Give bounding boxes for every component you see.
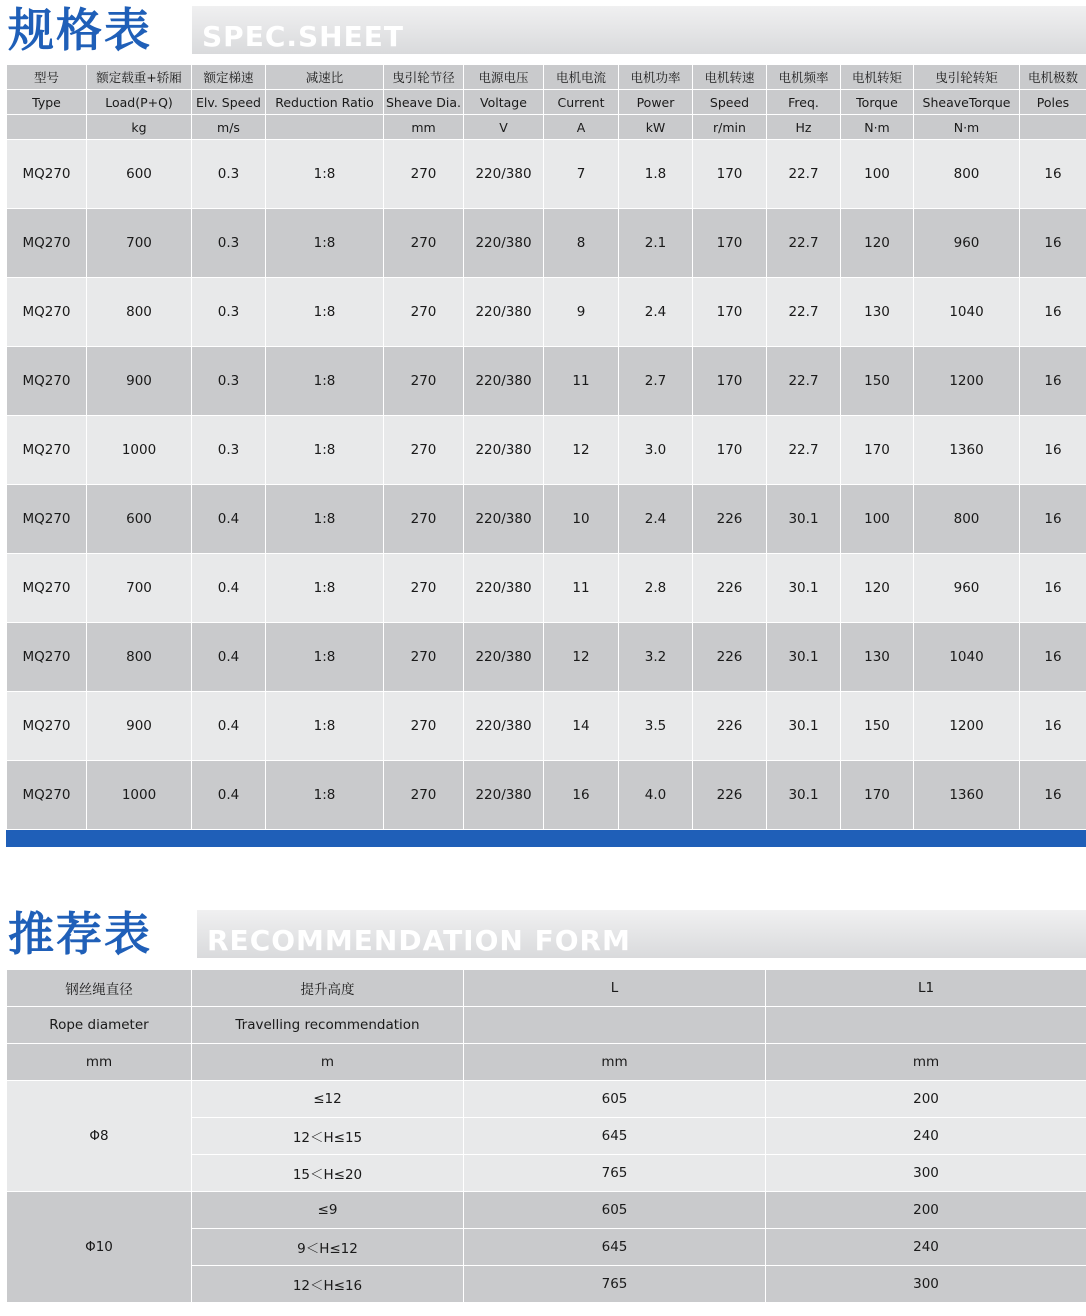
spec-header-cell: Sheave Dia. (384, 90, 464, 115)
table-cell: 2.4 (619, 485, 693, 554)
table-cell: 30.1 (767, 554, 841, 623)
table-cell: 1:8 (266, 140, 384, 209)
table-cell: 0.4 (192, 692, 266, 761)
table-cell: 1200 (914, 692, 1020, 761)
table-cell: 765 (464, 1266, 766, 1303)
table-cell: 240 (766, 1118, 1086, 1155)
table-cell: 1:8 (266, 278, 384, 347)
spec-header-cell: 电源电压 (464, 65, 544, 90)
spec-header-cell: A (544, 115, 619, 140)
table-cell: 270 (384, 692, 464, 761)
table-cell: 16 (1020, 692, 1086, 761)
spec-header-cell (1020, 115, 1086, 140)
table-cell: 170 (841, 761, 914, 830)
spec-header-cell: Hz (767, 115, 841, 140)
recommendation-header-cell: 钢丝绳直径 (7, 970, 192, 1007)
table-cell: 800 (87, 623, 192, 692)
table-row (7, 623, 1086, 692)
table-cell: 700 (87, 209, 192, 278)
table-cell: 170 (693, 209, 767, 278)
recommendation-header-cell: m (192, 1044, 464, 1081)
table-cell: 2.4 (619, 278, 693, 347)
table-cell: MQ270 (7, 485, 87, 554)
spec-header-cell: 电机频率 (767, 65, 841, 90)
spec-header-row (7, 90, 1086, 115)
table-cell: 130 (841, 278, 914, 347)
recommendation-header-cell: mm (766, 1044, 1086, 1081)
table-cell: 0.4 (192, 761, 266, 830)
table-cell: 200 (766, 1192, 1086, 1229)
table-cell: 30.1 (767, 692, 841, 761)
table-cell: 120 (841, 209, 914, 278)
table-cell: 12＜H≤15 (192, 1118, 464, 1155)
table-cell: 30.1 (767, 761, 841, 830)
table-cell: 120 (841, 554, 914, 623)
spec-header-cell: 电机功率 (619, 65, 693, 90)
recommendation-header-row (7, 970, 1086, 1007)
table-cell: 226 (693, 623, 767, 692)
table-cell: 1:8 (266, 485, 384, 554)
table-cell: 270 (384, 278, 464, 347)
spec-header-cell: Poles (1020, 90, 1086, 115)
table-cell: 12 (544, 416, 619, 485)
table-cell: 30.1 (767, 485, 841, 554)
spec-header-cell: Load(P+Q) (87, 90, 192, 115)
table-row (7, 1192, 1086, 1229)
recommendation-title-band (197, 910, 1086, 958)
table-cell: 170 (693, 416, 767, 485)
table-cell: 1.8 (619, 140, 693, 209)
table-cell: 14 (544, 692, 619, 761)
table-cell: MQ270 (7, 140, 87, 209)
table-cell: 3.0 (619, 416, 693, 485)
table-cell: 270 (384, 485, 464, 554)
table-cell: 1000 (87, 761, 192, 830)
table-cell: 600 (87, 485, 192, 554)
table-cell: 900 (87, 347, 192, 416)
table-cell: 1360 (914, 416, 1020, 485)
table-cell: MQ270 (7, 209, 87, 278)
table-row (7, 761, 1086, 830)
table-cell: 22.7 (767, 347, 841, 416)
spec-header-cell: 电机转速 (693, 65, 767, 90)
spec-header-cell: Voltage (464, 90, 544, 115)
recommendation-header-cell: mm (464, 1044, 766, 1081)
table-cell: 605 (464, 1081, 766, 1118)
spec-header-cell: N·m (914, 115, 1020, 140)
table-cell: 0.3 (192, 347, 266, 416)
table-cell: ≤12 (192, 1081, 464, 1118)
table-cell: MQ270 (7, 761, 87, 830)
spec-header-cell: Elv. Speed (192, 90, 266, 115)
table-cell: 270 (384, 623, 464, 692)
spec-header-cell: 额定载重+轿厢 (87, 65, 192, 90)
table-row (7, 140, 1086, 209)
rope-diameter-cell: Φ8 (7, 1081, 192, 1192)
table-cell: 220/380 (464, 278, 544, 347)
table-cell: 220/380 (464, 554, 544, 623)
spec-header-cell: Type (7, 90, 87, 115)
table-cell: MQ270 (7, 347, 87, 416)
spec-header-cell: V (464, 115, 544, 140)
table-cell: 800 (914, 485, 1020, 554)
table-cell: 150 (841, 347, 914, 416)
table-cell: 7 (544, 140, 619, 209)
spec-header-cell: N·m (841, 115, 914, 140)
table-cell: 1040 (914, 278, 1020, 347)
spec-sheet-header (6, 2, 1086, 58)
table-cell: 0.3 (192, 278, 266, 347)
table-cell: 1:8 (266, 209, 384, 278)
table-cell: 1:8 (266, 692, 384, 761)
table-cell: 0.4 (192, 554, 266, 623)
spec-header-cell: r/min (693, 115, 767, 140)
table-cell: 270 (384, 554, 464, 623)
table-cell: 270 (384, 416, 464, 485)
table-cell: 22.7 (767, 209, 841, 278)
table-cell: 300 (766, 1155, 1086, 1192)
table-cell: 600 (87, 140, 192, 209)
spec-header-cell: 型号 (7, 65, 87, 90)
table-cell: 220/380 (464, 347, 544, 416)
spec-header-cell: Freq. (767, 90, 841, 115)
recommendation-title-cn: 推荐表 (8, 907, 152, 961)
table-cell: 16 (544, 761, 619, 830)
table-cell: 100 (841, 485, 914, 554)
spec-header-cell: mm (384, 115, 464, 140)
table-row (7, 278, 1086, 347)
table-cell: 12 (544, 623, 619, 692)
recommendation-header-cell: Travelling recommendation (192, 1007, 464, 1044)
table-cell: 0.3 (192, 416, 266, 485)
table-cell: 9＜H≤12 (192, 1229, 464, 1266)
table-cell: 645 (464, 1118, 766, 1155)
table-cell: 270 (384, 140, 464, 209)
spec-header-cell (7, 115, 87, 140)
table-cell: 130 (841, 623, 914, 692)
spec-header-cell: 减速比 (266, 65, 384, 90)
recommendation-header-cell: 提升高度 (192, 970, 464, 1007)
table-cell: 1200 (914, 347, 1020, 416)
table-cell: 800 (914, 140, 1020, 209)
spec-header-cell: kW (619, 115, 693, 140)
table-cell: 170 (693, 140, 767, 209)
table-cell: 3.2 (619, 623, 693, 692)
table-cell: 8 (544, 209, 619, 278)
table-cell: 1040 (914, 623, 1020, 692)
spec-sheet-title-cn: 规格表 (8, 3, 152, 57)
table-cell: 1:8 (266, 623, 384, 692)
table-cell: 10 (544, 485, 619, 554)
spec-header-cell: 电机极数 (1020, 65, 1086, 90)
recommendation-header-cell (766, 1007, 1086, 1044)
table-row (7, 692, 1086, 761)
table-cell: 16 (1020, 554, 1086, 623)
recommendation-header-cell: mm (7, 1044, 192, 1081)
table-cell: 170 (841, 416, 914, 485)
table-cell: 1000 (87, 416, 192, 485)
table-cell: 300 (766, 1266, 1086, 1303)
table-cell: 270 (384, 209, 464, 278)
table-cell: 1:8 (266, 761, 384, 830)
spec-header-cell: Torque (841, 90, 914, 115)
table-cell: MQ270 (7, 623, 87, 692)
table-cell: 220/380 (464, 761, 544, 830)
spec-header-cell: 电机电流 (544, 65, 619, 90)
table-cell: MQ270 (7, 692, 87, 761)
table-cell: 220/380 (464, 485, 544, 554)
table-cell: 220/380 (464, 416, 544, 485)
table-cell: 0.3 (192, 209, 266, 278)
table-cell: 16 (1020, 485, 1086, 554)
table-cell: 9 (544, 278, 619, 347)
table-cell: 22.7 (767, 140, 841, 209)
spec-header-cell: 曳引轮转矩 (914, 65, 1020, 90)
table-cell: 226 (693, 554, 767, 623)
spec-header-cell: m/s (192, 115, 266, 140)
table-row (7, 1081, 1086, 1118)
table-cell: 11 (544, 347, 619, 416)
table-cell: 765 (464, 1155, 766, 1192)
spec-sheet-footer-bar (6, 830, 1086, 847)
table-cell: 1:8 (266, 347, 384, 416)
table-cell: 11 (544, 554, 619, 623)
table-cell: 226 (693, 761, 767, 830)
table-cell: 12＜H≤16 (192, 1266, 464, 1303)
table-cell: 0.3 (192, 140, 266, 209)
recommendation-title-en: RECOMMENDATION FORM (207, 924, 631, 957)
spec-header-cell (266, 115, 384, 140)
spec-header-cell: SheaveTorque (914, 90, 1020, 115)
spec-header-row (7, 65, 1086, 90)
table-cell: 16 (1020, 209, 1086, 278)
table-cell: 170 (693, 347, 767, 416)
table-cell: 200 (766, 1081, 1086, 1118)
table-cell: 2.1 (619, 209, 693, 278)
table-cell: 4.0 (619, 761, 693, 830)
table-cell: 0.4 (192, 485, 266, 554)
spec-header-cell: Power (619, 90, 693, 115)
table-row (7, 485, 1086, 554)
table-cell: 220/380 (464, 692, 544, 761)
table-cell: 15＜H≤20 (192, 1155, 464, 1192)
spec-header-cell: 电机转矩 (841, 65, 914, 90)
table-cell: 100 (841, 140, 914, 209)
table-cell: MQ270 (7, 278, 87, 347)
table-row (7, 416, 1086, 485)
table-cell: 16 (1020, 140, 1086, 209)
table-cell: 220/380 (464, 140, 544, 209)
table-cell: 150 (841, 692, 914, 761)
table-cell: 220/380 (464, 209, 544, 278)
table-cell: 270 (384, 761, 464, 830)
table-cell: 170 (693, 278, 767, 347)
rope-diameter-cell: Φ10 (7, 1192, 192, 1303)
table-cell: 2.8 (619, 554, 693, 623)
spec-header-row (7, 115, 1086, 140)
table-cell: 22.7 (767, 416, 841, 485)
table-cell: 800 (87, 278, 192, 347)
recommendation-header-row (7, 1044, 1086, 1081)
table-cell: 0.4 (192, 623, 266, 692)
table-cell: 220/380 (464, 623, 544, 692)
table-cell: 226 (693, 692, 767, 761)
spec-header-cell: Reduction Ratio (266, 90, 384, 115)
table-cell: 900 (87, 692, 192, 761)
recommendation-header-cell: L1 (766, 970, 1086, 1007)
table-cell: 22.7 (767, 278, 841, 347)
table-cell: 1:8 (266, 416, 384, 485)
table-cell: ≤9 (192, 1192, 464, 1229)
recommendation-header-cell: L (464, 970, 766, 1007)
table-row (7, 347, 1086, 416)
spec-sheet-table (6, 64, 1086, 830)
recommendation-header-cell (464, 1007, 766, 1044)
table-cell: 270 (384, 347, 464, 416)
table-cell: 1:8 (266, 554, 384, 623)
spec-header-cell: Speed (693, 90, 767, 115)
table-cell: 226 (693, 485, 767, 554)
table-cell: 1360 (914, 761, 1020, 830)
spec-sheet-title-en: SPEC.SHEET (202, 20, 404, 53)
table-cell: 16 (1020, 347, 1086, 416)
spec-header-cell: 曳引轮节径 (384, 65, 464, 90)
table-cell: 645 (464, 1229, 766, 1266)
table-cell: 605 (464, 1192, 766, 1229)
spec-header-cell: kg (87, 115, 192, 140)
recommendation-header-row (7, 1007, 1086, 1044)
table-cell: 16 (1020, 761, 1086, 830)
table-cell: MQ270 (7, 554, 87, 623)
table-row (7, 554, 1086, 623)
table-cell: 700 (87, 554, 192, 623)
recommendation-header-cell: Rope diameter (7, 1007, 192, 1044)
table-cell: MQ270 (7, 416, 87, 485)
table-cell: 2.7 (619, 347, 693, 416)
table-cell: 3.5 (619, 692, 693, 761)
table-cell: 960 (914, 209, 1020, 278)
spec-sheet-title-band (192, 6, 1086, 54)
recommendation-table (6, 969, 1086, 1303)
table-cell: 960 (914, 554, 1020, 623)
spec-header-cell: Current (544, 90, 619, 115)
table-cell: 240 (766, 1229, 1086, 1266)
table-row (7, 209, 1086, 278)
table-cell: 16 (1020, 416, 1086, 485)
table-cell: 30.1 (767, 623, 841, 692)
table-cell: 16 (1020, 623, 1086, 692)
table-cell: 16 (1020, 278, 1086, 347)
recommendation-header (6, 906, 1086, 962)
spec-header-cell: 额定梯速 (192, 65, 266, 90)
